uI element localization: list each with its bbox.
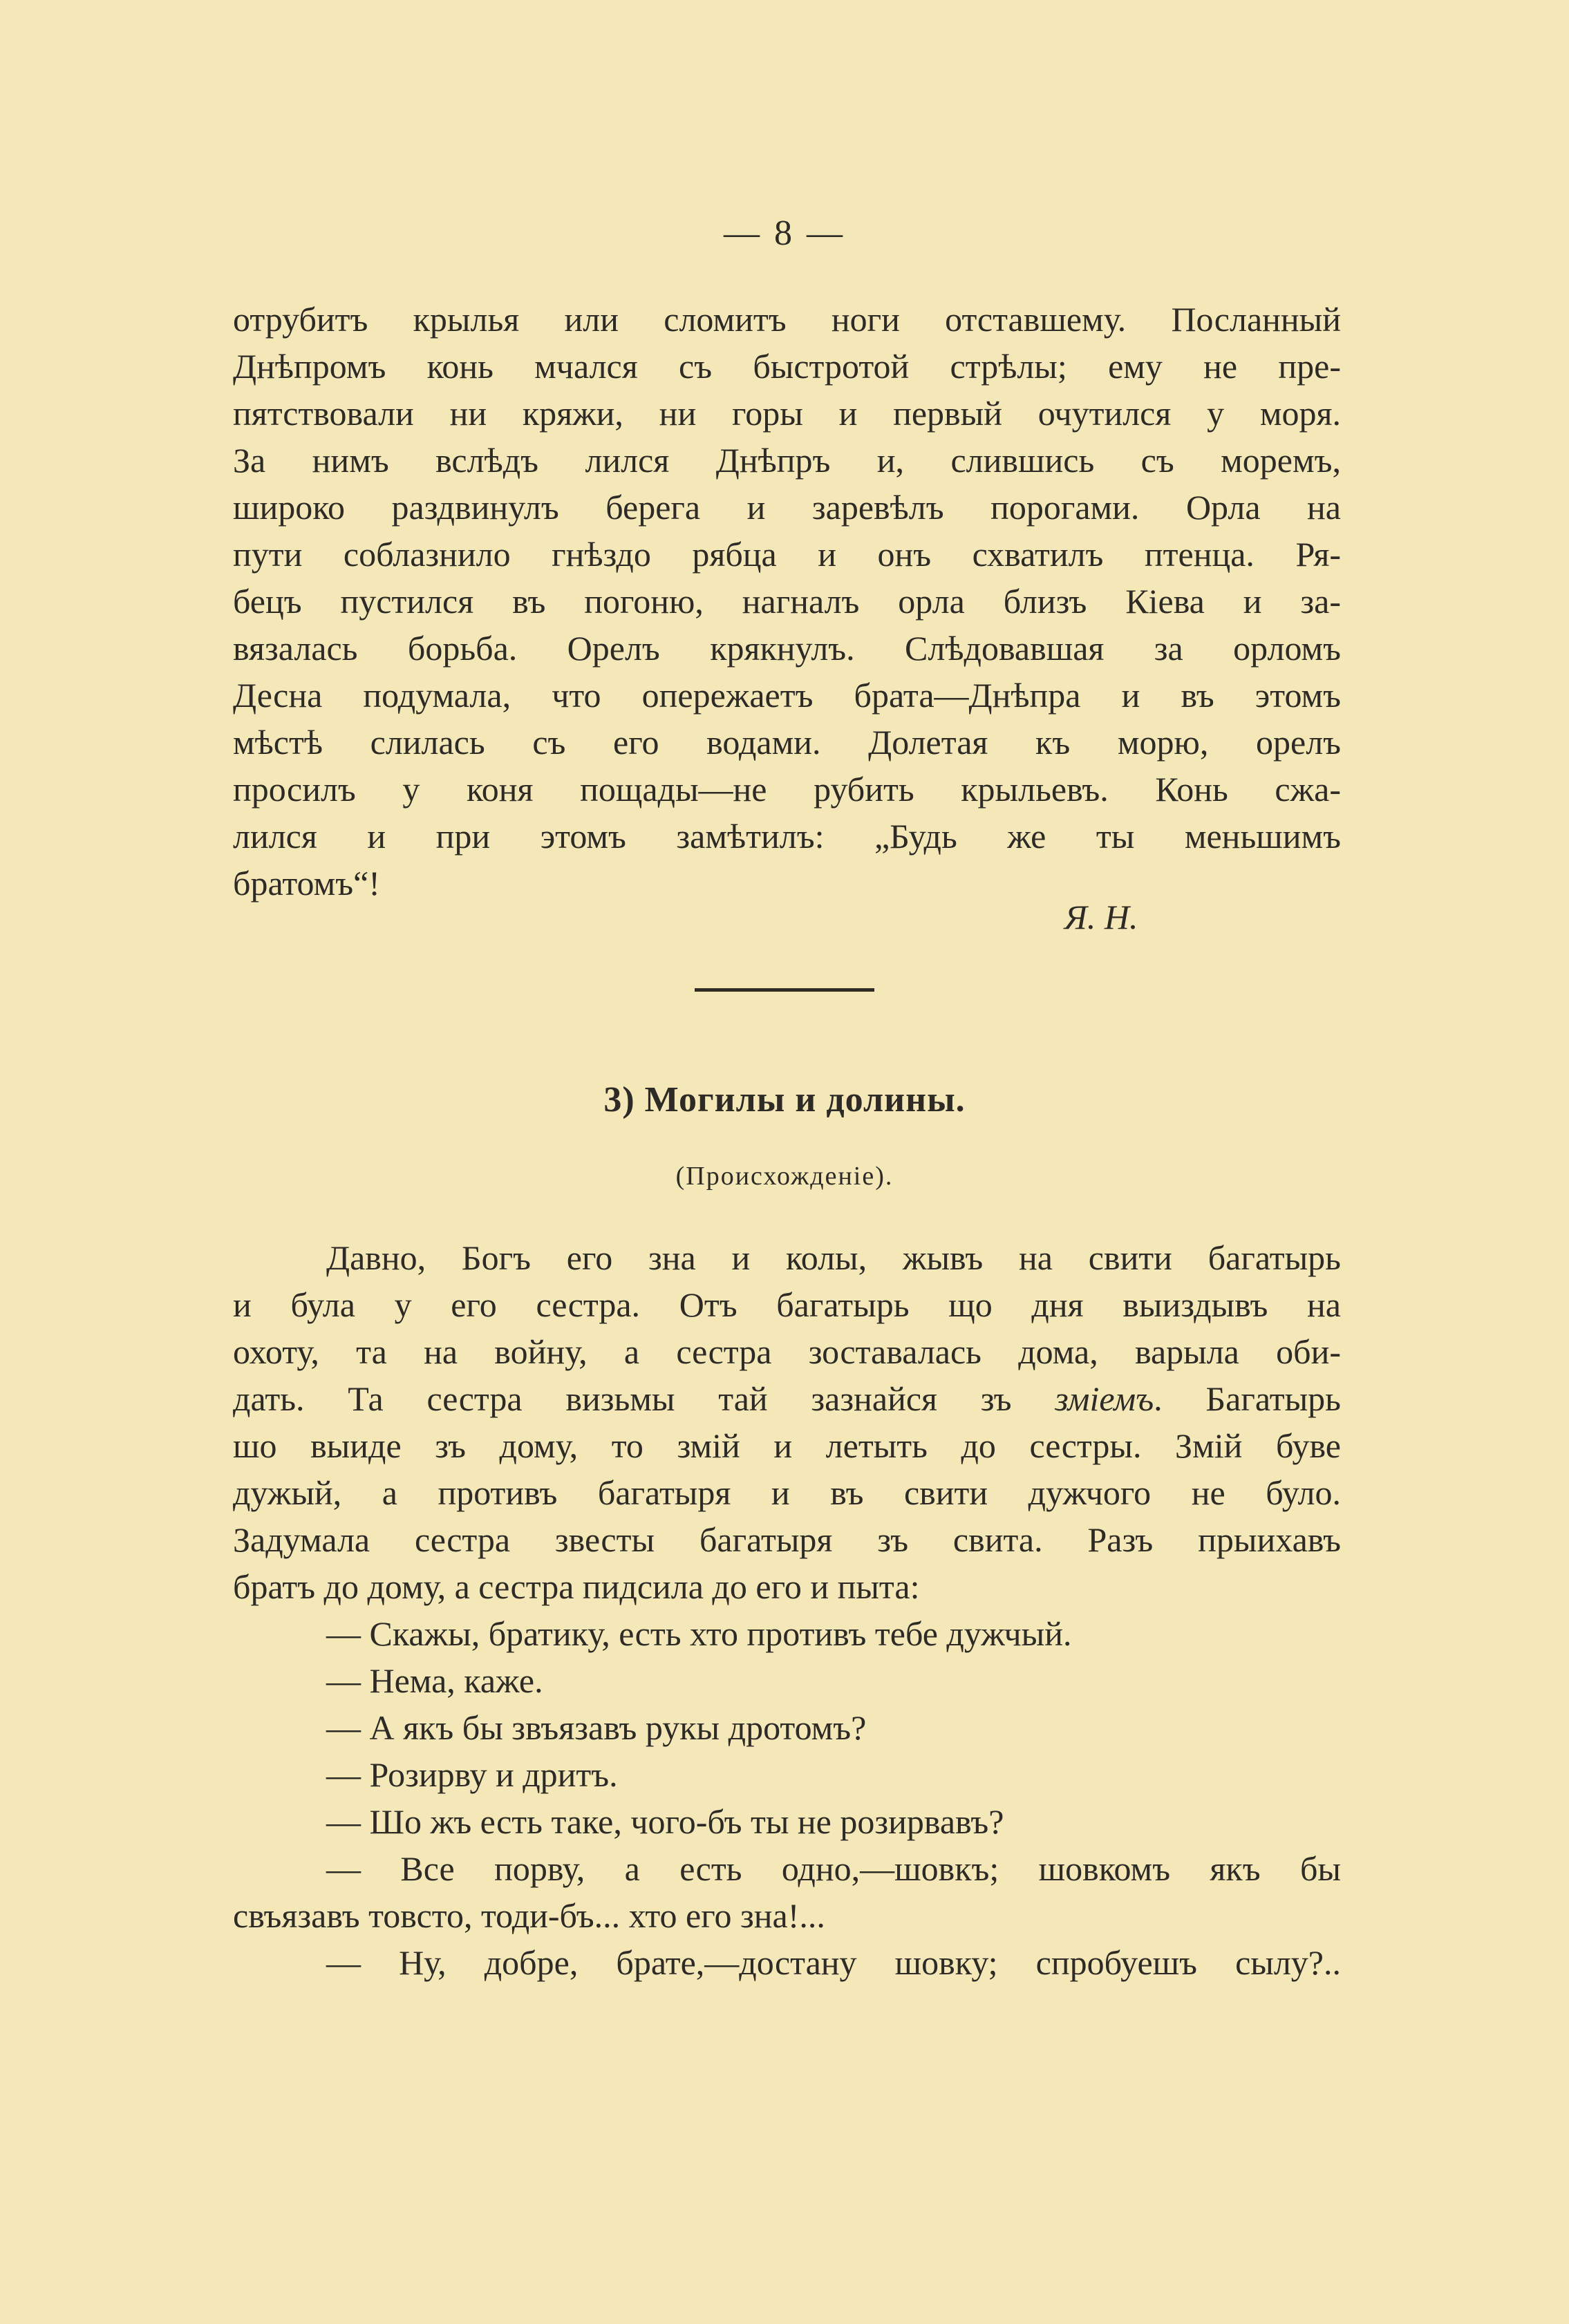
text-line: просилъ у коня пощады—не рубить крыльевъ. Конь сжа- bbox=[233, 770, 1341, 809]
text-line: шо выиде зъ дому, то змій и летыть до сестры. Змій буве bbox=[233, 1426, 1341, 1465]
dialogue-line: — Скажы, братику, есть хто противъ тебе дужчый. bbox=[326, 1614, 1072, 1653]
text-line: бецъ пустился въ погоню, нагналъ орла близъ Кіева и за- bbox=[233, 582, 1341, 621]
author-signature: Я. Н. bbox=[1064, 898, 1138, 936]
text-line: и була у его сестра. Отъ багатырь що дня выиздывъ на bbox=[233, 1285, 1341, 1324]
text-line: охоту, та на войну, а сестра зоставалась дома, варыла оби- bbox=[233, 1332, 1341, 1371]
text-line: пятствовали ни кряжи, ни горы и первый очутился у моря. bbox=[233, 394, 1341, 433]
dialogue-line: — Все порву, а есть одно,—шовкъ; шовкомъ якъ бы bbox=[326, 1849, 1341, 1888]
section-divider bbox=[695, 988, 874, 992]
text-segment: дать. Та сестра визьмы тай зазнайся зъ bbox=[233, 1379, 1055, 1418]
dialogue-line: — Нема, каже. bbox=[326, 1661, 543, 1700]
text-line: братъ до дому, а сестра пидсила до его и пыта: bbox=[233, 1567, 920, 1606]
text-segment: . Багатырь bbox=[1154, 1379, 1341, 1418]
section-subtitle: (Происхожденіе). bbox=[675, 1162, 894, 1191]
text-line: Задумала сестра звесты багатыря зъ свита. Разъ прыихавъ bbox=[233, 1520, 1341, 1559]
section-title: 3) Могилы и долины. bbox=[603, 1080, 966, 1120]
text-line: пути соблазнило гнѣздо рябца и онъ схватилъ птенца. Ря- bbox=[233, 535, 1341, 574]
dialogue-line: — Шо жъ есть таке, чого-бъ ты не розирвавъ? bbox=[326, 1802, 1004, 1841]
page-number: — 8 — bbox=[724, 214, 845, 253]
text-line: дужый, а противъ багатыря и въ свити дужчого не було. bbox=[233, 1473, 1341, 1512]
text-line: лился и при этомъ замѣтилъ: „Будь же ты меньшимъ bbox=[233, 817, 1341, 856]
dialogue-line: — Розирву и дритъ. bbox=[326, 1755, 618, 1794]
text-line: братомъ“! bbox=[233, 864, 380, 903]
text-line: Днѣпромъ конь мчался съ быстротой стрѣлы; ему не пре- bbox=[233, 347, 1341, 386]
text-line bbox=[233, 1375, 1341, 1422]
text-line: широко раздвинулъ берега и заревѣлъ порогами. Орла на bbox=[233, 488, 1341, 527]
dialogue-line: — А якъ бы звъязавъ рукы дротомъ? bbox=[326, 1708, 867, 1747]
text-line: вязалась борьба. Орелъ крякнулъ. Слѣдовавшая за орломъ bbox=[233, 629, 1341, 668]
text-line: Десна подумала, что опережаетъ брата—Днѣпра и въ этомъ bbox=[233, 676, 1341, 715]
dialogue-line: — Ну, добре, брате,—достану шовку; спробуешъ сылу?.. bbox=[326, 1943, 1341, 1982]
text-line: За нимъ вслѣдъ лился Днѣпръ и, слившись съ моремъ, bbox=[233, 441, 1341, 480]
text-line: мѣстѣ слилась съ его водами. Долетая къ морю, орелъ bbox=[233, 723, 1341, 762]
text-line: отрубитъ крылья или сломитъ ноги отставшему. Посланный bbox=[233, 300, 1341, 339]
paragraph-first-line: Давно, Богъ его зна и колы, жывъ на свити багатырь bbox=[326, 1238, 1341, 1277]
dialogue-continuation: свъязавъ товсто, тоди-бъ... хто его зна!... bbox=[233, 1896, 825, 1935]
italic-word: змiемъ bbox=[1055, 1379, 1154, 1418]
